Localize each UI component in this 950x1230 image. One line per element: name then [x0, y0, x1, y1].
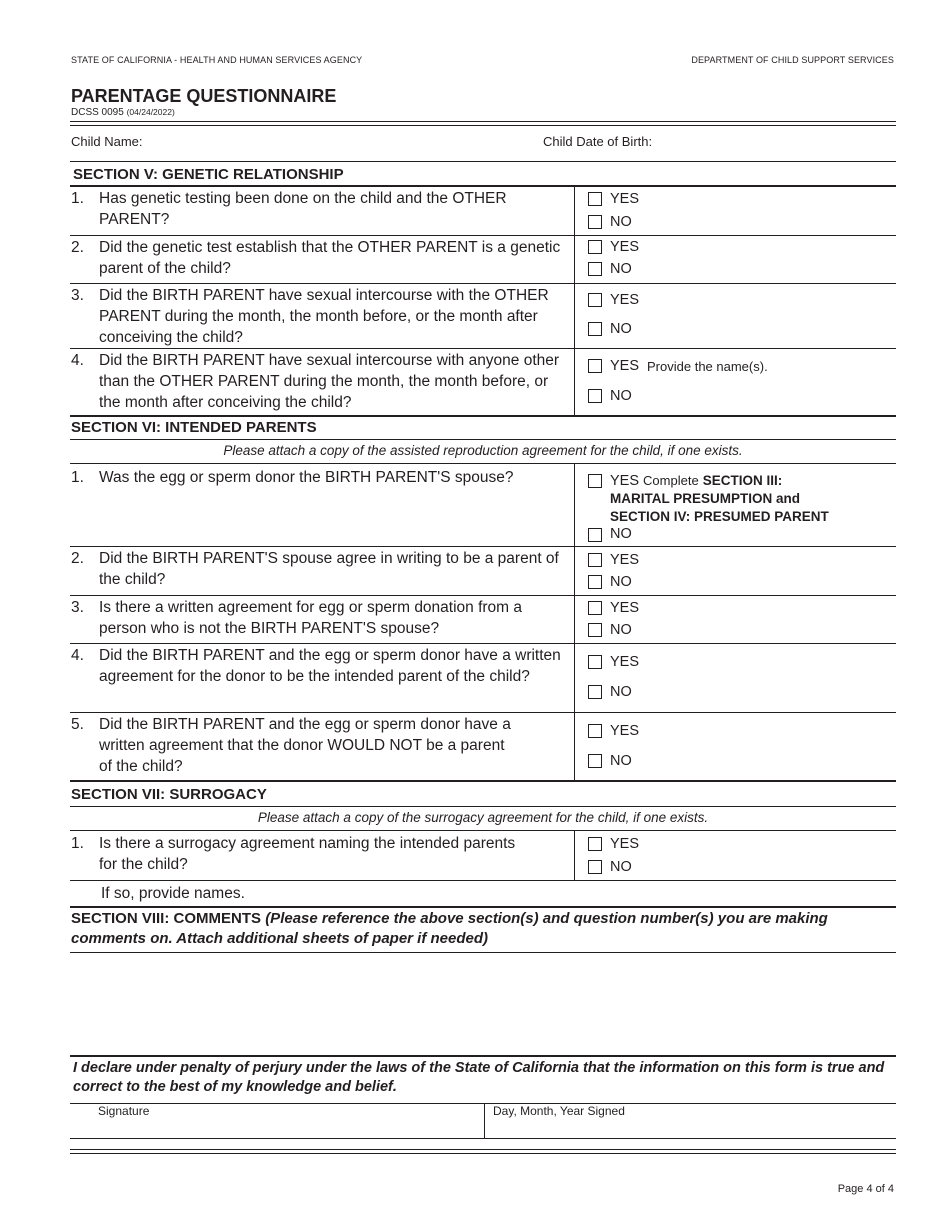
s6-q5-no[interactable]: NO: [588, 752, 632, 770]
section-7-note: Please attach a copy of the surrogacy agreement for the child, if one exists.: [257, 810, 709, 825]
s6-q3-no[interactable]: NO: [588, 621, 632, 639]
child-dob-label: Child Date of Birth:: [543, 134, 653, 149]
s5-q3-no[interactable]: NO: [588, 320, 632, 338]
checkbox[interactable]: [588, 601, 602, 615]
section-5-title: SECTION V: GENETIC RELATIONSHIP: [73, 166, 344, 183]
form-number: DCSS 0095 (04/24/2022): [71, 107, 175, 118]
checkbox[interactable]: [588, 262, 602, 276]
section-6-note: Please attach a copy of the assisted reproduction agreement for the child, if one exists.: [223, 443, 743, 458]
signature-label: Signature: [98, 1104, 150, 1118]
s6-q2-no[interactable]: NO: [588, 573, 632, 591]
s6-q2-yes[interactable]: YES: [588, 551, 639, 569]
checkbox[interactable]: [588, 553, 602, 567]
checkbox[interactable]: [588, 359, 602, 373]
agency-name: STATE OF CALIFORNIA - HEALTH AND HUMAN SERVICES AGENCY: [71, 55, 363, 65]
s5-q3-yes[interactable]: YES: [588, 291, 639, 309]
date-signed-label: Day, Month, Year Signed: [493, 1104, 625, 1118]
checkbox[interactable]: [588, 724, 602, 738]
checkbox[interactable]: [588, 389, 602, 403]
s6-q4-no[interactable]: NO: [588, 683, 632, 701]
checkbox[interactable]: [588, 623, 602, 637]
section-8-title: SECTION VIII: COMMENTS (Please reference the above section(s) and question number(s) you are making comments on. Attach additional sheets of paper if needed): [71, 910, 828, 947]
s5-q1-no[interactable]: NO: [588, 213, 632, 231]
checkbox[interactable]: [588, 655, 602, 669]
section-7-title: SECTION VII: SURROGACY: [71, 786, 267, 803]
s6-q1-yes[interactable]: YES Complete SECTION III: MARITAL PRESUMPTION and SECTION IV: PRESUMED PARENT: [588, 472, 829, 526]
checkbox[interactable]: [588, 240, 602, 254]
child-name-label: Child Name:: [71, 134, 143, 149]
s6-q5-yes[interactable]: YES: [588, 722, 639, 740]
checkbox[interactable]: [588, 837, 602, 851]
form-title: PARENTAGE QUESTIONNAIRE: [71, 86, 337, 106]
s5-q4-yes[interactable]: YES Provide the name(s).: [588, 357, 768, 375]
checkbox[interactable]: [588, 322, 602, 336]
checkbox[interactable]: [588, 215, 602, 229]
checkbox[interactable]: [588, 293, 602, 307]
page-number: Page 4 of 4: [837, 1183, 894, 1195]
comments-area[interactable]: [70, 955, 896, 1051]
s5-q4-no[interactable]: NO: [588, 387, 632, 405]
checkbox[interactable]: [588, 528, 602, 542]
surrogacy-names-prompt: If so, provide names.: [101, 885, 245, 902]
checkbox[interactable]: [588, 685, 602, 699]
s6-q1-options: [588, 472, 829, 543]
date-signed-field[interactable]: [486, 1120, 896, 1137]
checkbox[interactable]: [588, 575, 602, 589]
department-name: DEPARTMENT OF CHILD SUPPORT SERVICES: [691, 55, 894, 65]
section-6-title: SECTION VI: INTENDED PARENTS: [71, 419, 317, 436]
s7-q1-no[interactable]: NO: [588, 858, 632, 876]
s6-q3-yes[interactable]: YES: [588, 599, 639, 617]
s6-q1-no[interactable]: NO: [588, 526, 829, 543]
s6-q4-yes[interactable]: YES: [588, 653, 639, 671]
s5-q2-yes[interactable]: YES: [588, 238, 639, 256]
checkbox[interactable]: [588, 474, 602, 488]
s7-q1-yes[interactable]: YES: [588, 835, 639, 853]
declaration-text: I declare under penalty of perjury under the laws of the State of California that the information on this form is true and correct to the best of my knowledge and belief.: [73, 1060, 885, 1095]
checkbox[interactable]: [588, 860, 602, 874]
checkbox[interactable]: [588, 754, 602, 768]
s5-q1-yes[interactable]: YES: [588, 190, 639, 208]
s5-q2-no[interactable]: NO: [588, 260, 632, 278]
checkbox[interactable]: [588, 192, 602, 206]
signature-field[interactable]: [70, 1120, 483, 1137]
